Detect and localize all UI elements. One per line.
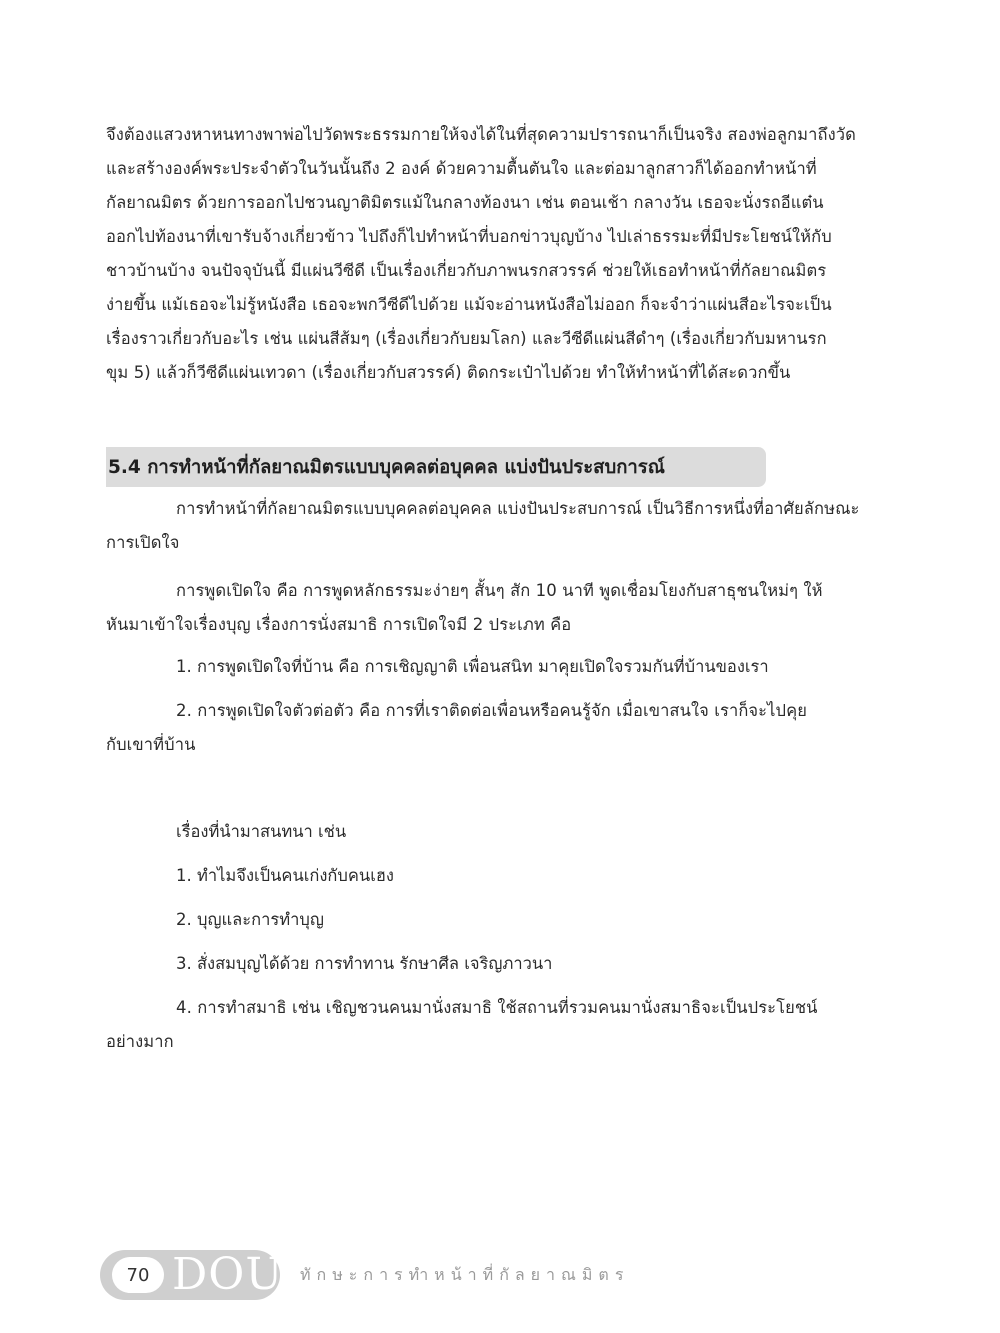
intro-paragraph xyxy=(106,118,884,390)
text-line: ออกไปท้องนาที่เขารับจ้างเกี่ยวข้าว ไปถึงก็ไปทำหน้าที่บอกข่าวบุญบ้าง ไปเล่าธรรมะที่มีประโยชน์ให้กับ xyxy=(106,227,832,246)
topic-item: 3. สั่งสมบุญได้ด้วย การทำทาน รักษาศีล เจริญภาวนา xyxy=(176,954,553,973)
topics-label: เรื่องที่นำมาสนทนา เช่น xyxy=(176,822,347,841)
topic-item-multiline xyxy=(106,991,884,1059)
paragraph-open-heart xyxy=(106,574,884,642)
topic-item: 1. ทำไมจึงเป็นคนเก่งกับคนเฮง xyxy=(176,866,394,885)
list-item: 1. การพูดเปิดใจที่บ้าน คือ การเชิญญาติ เพื่อนสนิท มาคุยเปิดใจรวมกันที่บ้านของเรา xyxy=(176,657,769,676)
paragraph-definition xyxy=(106,492,884,560)
text-line: 4. การทำสมาธิ เช่น เชิญชวนคนมานั่งสมาธิ ใช้สถานที่รวมคนมานั่งสมาธิจะเป็นประโยชน์ xyxy=(176,998,818,1017)
text-line: 2. การพูดเปิดใจตัวต่อตัว คือ การที่เราติดต่อเพื่อนหรือคนรู้จัก เมื่อเขาสนใจ เราก็จะไปคุย xyxy=(176,701,808,720)
dou-logo: DOU xyxy=(172,1249,284,1300)
text-line: กัลยาณมิตร ด้วยการออกไปชวนญาติมิตรแม้ในกลางท้องนา เช่น ตอนเช้า กลางวัน เธอจะนั่งรถอีแต๋น xyxy=(106,193,824,212)
text-line: จึงต้องแสวงหาหนทางพาพ่อไปวัดพระธรรมกายให้จงได้ในที่สุดความปรารถนาก็เป็นจริง สองพ่อลูกมาถึงวัด xyxy=(106,125,856,144)
list-item-multiline xyxy=(106,694,884,762)
text-line: หันมาเข้าใจเรื่องบุญ เรื่องการนั่งสมาธิ การเปิดใจมี 2 ประเภท คือ xyxy=(106,615,572,634)
topic-item: 2. บุญและการทำบุญ xyxy=(176,910,324,929)
section-heading-bar xyxy=(106,447,766,487)
footer-book-title: ทักษะการทำหน้าที่กัลยาณมิตร xyxy=(300,1265,630,1284)
text-line: ชาวบ้านบ้าง จนปัจจุบันนี้ มีแผ่นวีซีดี เป็นเรื่องเกี่ยวกับภาพนรกสวรรค์ ช่วยให้เธอทำหน้าที่กัลยาณมิตร xyxy=(106,261,827,280)
text-line: เรื่องราวเกี่ยวกับอะไร เช่น แผ่นสีส้มๆ (เรื่องเกี่ยวกับยมโลก) และวีซีดีแผ่นสีดำๆ (เรื่องเกี่ยวกับมหานรก xyxy=(106,329,827,348)
text-line: และสร้างองค์พระประจำตัวในวันนั้นถึง 2 องค์ ด้วยความตื้นตันใจ และต่อมาลูกสาวก็ได้ออกทำหน้าที่ xyxy=(106,159,817,178)
text-line: การพูดเปิดใจ คือ การพูดหลักธรรมะง่ายๆ สั้นๆ สัก 10 นาที พูดเชื่อมโยงกับสาธุชนใหม่ๆ ให้ xyxy=(176,581,823,600)
text-line: ขุม 5) แล้วก็วีซีดีแผ่นเทวดา (เรื่องเกี่ยวกับสวรรค์) ติดกระเป๋าไปด้วย ทำให้ทำหน้าที่ได้สะดวกขึ้น xyxy=(106,363,791,382)
text-line: การเปิดใจ xyxy=(106,533,180,552)
section-heading: 5.4 การทำหน้าที่กัลยาณมิตรแบบบุคคลต่อบุคคล แบ่งปันประสบการณ์ xyxy=(108,456,665,478)
text-line: อย่างมาก xyxy=(106,1032,174,1051)
page-number: 70 xyxy=(112,1257,164,1293)
text-line: ง่ายขึ้น แม้เธอจะไม่รู้หนังสือ เธอจะพกวีซีดีไปด้วย แม้จะอ่านหนังสือไม่ออก ก็จะจำว่าแผ่นสีอะไรจะเป็น xyxy=(106,295,832,314)
text-line: กับเขาที่บ้าน xyxy=(106,735,196,754)
text-line: การทำหน้าที่กัลยาณมิตรแบบบุคคลต่อบุคคล แบ่งปันประสบการณ์ เป็นวิธีการหนึ่งที่อาศัยลักษณะ xyxy=(176,499,860,518)
